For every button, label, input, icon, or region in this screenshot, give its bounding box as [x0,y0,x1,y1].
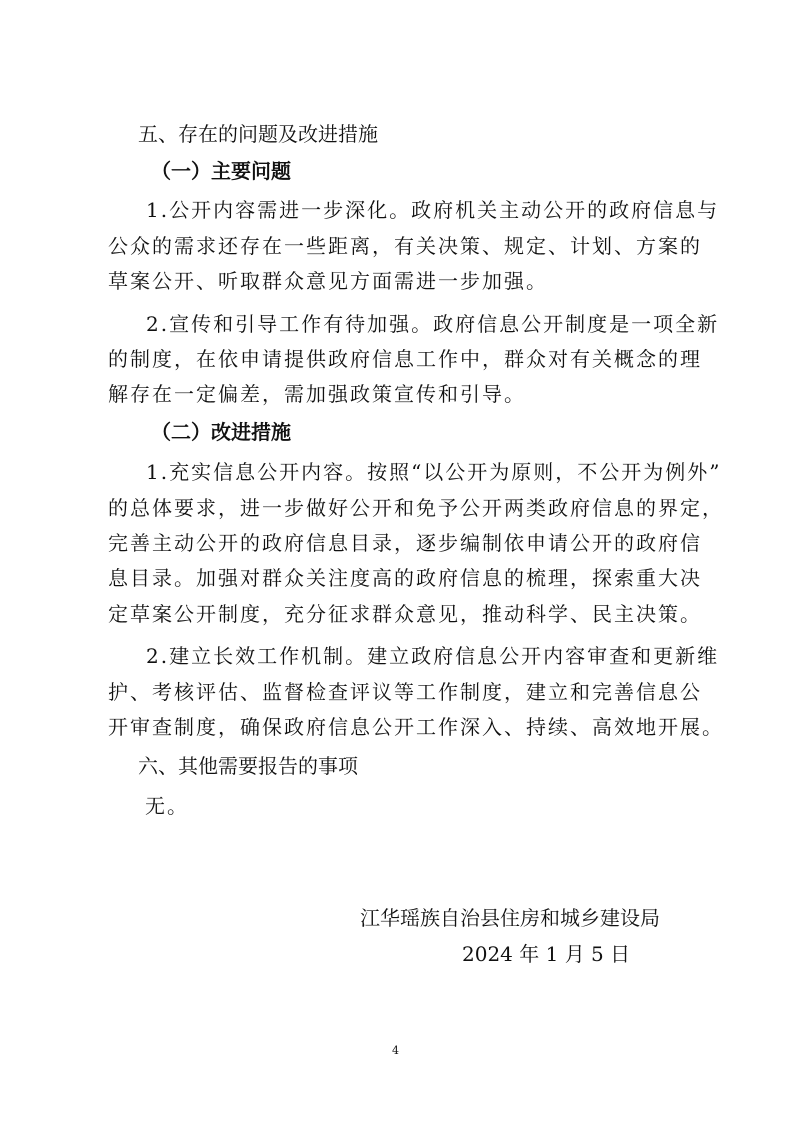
signature-organization: 江华瑶族自治县住房和城乡建设局 [360,906,660,930]
paragraph-line: 完善主动公开的政府信息目录，逐步编制依申请公开的政府信 [108,531,702,555]
paragraph-line: 1.充实信息公开内容。按照“以公开为原则，不公开为例外” [146,460,722,484]
subsection-heading: （一）主要问题 [151,159,291,183]
paragraph-line: 草案公开、听取群众意见方面需进一步加强。 [108,269,548,293]
paragraph-line: 息目录。加强对群众关注度高的政府信息的梳理，探索重大决 [108,566,702,590]
paragraph-line: 公众的需求还存在一些距离，有关决策、规定、计划、方案的 [108,234,702,258]
paragraph-line: 开审查制度，确保政府信息公开工作深入、持续、高效地开展。 [108,715,724,739]
section-heading: 六、其他需要报告的事项 [138,754,358,778]
section-heading: 五、存在的问题及改进措施 [138,122,378,146]
paragraph-line: 的总体要求，进一步做好公开和免予公开两类政府信息的界定， [108,496,724,520]
paragraph-line: 解存在一定偏差，需加强政策宣传和引导。 [108,382,526,406]
paragraph-line: 定草案公开制度，充分征求群众意见，推动科学、民主决策。 [108,602,702,626]
page-number: 4 [392,1044,399,1057]
signature-date: 2024 年 1 月 5 日 [462,942,631,966]
subsection-heading: （二）改进措施 [151,420,291,444]
paragraph-line: 1.公开内容需进一步深化。政府机关主动公开的政府信息与 [146,198,720,222]
paragraph-line: 的制度，在依申请提供政府信息工作中，群众对有关概念的理 [108,347,702,371]
section-body: 无。 [145,794,189,818]
paragraph-line: 2.宣传和引导工作有待加强。政府信息公开制度是一项全新 [146,312,720,336]
paragraph-line: 2.建立长效工作机制。建立政府信息公开内容审查和更新维 [146,644,720,668]
paragraph-line: 护、考核评估、监督检查评议等工作制度，建立和完善信息公 [108,680,702,704]
